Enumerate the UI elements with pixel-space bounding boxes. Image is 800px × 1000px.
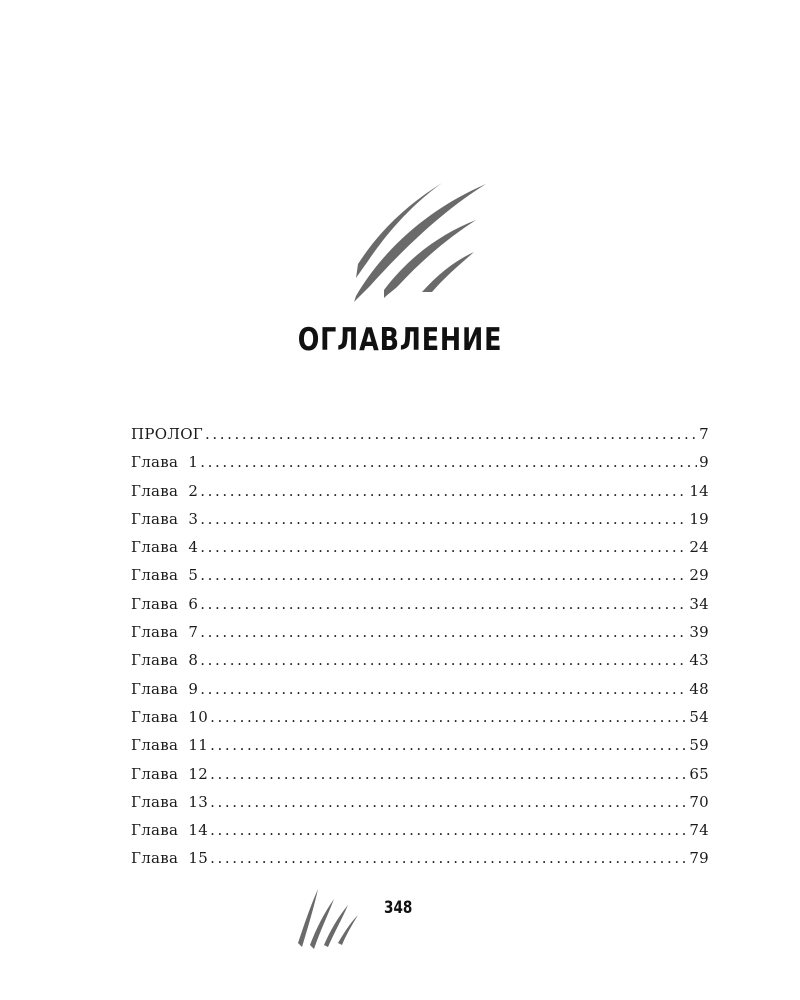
dot-leader (210, 765, 687, 783)
toc-entry-chapter-4[interactable] (131, 538, 709, 566)
toc-entry-page: 19 (689, 509, 709, 528)
toc-entry-page: 79 (689, 849, 709, 868)
dot-leader (200, 453, 697, 471)
toc-entry-label: Глава 3 (131, 509, 199, 528)
toc-entry-label: ПРОЛОГ (131, 425, 204, 443)
dot-leader (200, 651, 687, 669)
toc-entry-label: Глава 13 (131, 792, 209, 811)
toc-entry-label: Глава 8 (131, 651, 199, 670)
claw-marks-icon (292, 885, 362, 950)
page-title: ОГЛАВЛЕНИЕ (297, 322, 503, 358)
toc-entry-chapter-14[interactable] (131, 821, 709, 849)
toc-entry-page: 48 (689, 679, 709, 698)
dot-leader (200, 566, 687, 584)
page-number: 348 (384, 898, 413, 918)
toc-entry-label: Глава 6 (131, 594, 199, 613)
toc-entry-chapter-12[interactable] (131, 765, 709, 793)
claw-scratch-4 (422, 252, 474, 292)
toc-entry-page: 29 (689, 566, 709, 585)
dot-leader (200, 595, 687, 613)
toc-entry-chapter-15[interactable] (131, 849, 709, 877)
toc-entry-label: Глава 10 (131, 707, 209, 726)
toc-entry-label: Глава 7 (131, 623, 199, 642)
dot-leader (205, 425, 697, 443)
toc-entry-page: 14 (689, 481, 709, 500)
toc-entry-prologue[interactable] (131, 425, 709, 453)
toc-entry-page: 74 (689, 821, 709, 840)
dot-leader (200, 680, 687, 698)
dot-leader (210, 708, 687, 726)
toc-entry-chapter-10[interactable] (131, 708, 709, 736)
toc-entry-label: Глава 11 (131, 736, 209, 755)
toc-entry-chapter-5[interactable] (131, 566, 709, 594)
toc-entry-label: Глава 15 (131, 849, 209, 868)
toc-entry-chapter-6[interactable] (131, 595, 709, 623)
toc-entry-label: Глава 14 (131, 821, 209, 840)
toc-entry-page: 59 (689, 736, 709, 755)
toc-entry-page: 34 (689, 594, 709, 613)
toc-entry-label: Глава 1 (131, 453, 199, 472)
toc-entry-page: 9 (699, 453, 709, 472)
toc-entry-chapter-13[interactable] (131, 793, 709, 821)
dot-leader (200, 538, 687, 556)
toc-entry-page: 24 (689, 538, 709, 557)
toc-entry-chapter-8[interactable] (131, 651, 709, 679)
toc-entry-label: Глава 12 (131, 764, 209, 783)
claw-scratch-1 (356, 183, 442, 278)
toc-entry-page: 70 (689, 792, 709, 811)
toc-entry-chapter-9[interactable] (131, 680, 709, 708)
toc-entry-page: 39 (689, 623, 709, 642)
toc-entry-page: 65 (689, 764, 709, 783)
toc-entry-page: 7 (699, 425, 709, 443)
toc-entry-label: Глава 5 (131, 566, 199, 585)
toc-entry-label: Глава 2 (131, 481, 199, 500)
claw-marks-icon (340, 178, 500, 303)
toc-entry-chapter-11[interactable] (131, 736, 709, 764)
toc-entry-page: 43 (689, 651, 709, 670)
dot-leader (200, 482, 687, 500)
toc-entry-label: Глава 4 (131, 538, 199, 557)
toc-entry-chapter-3[interactable] (131, 510, 709, 538)
dot-leader (200, 510, 687, 528)
toc-entry-label: Глава 9 (131, 679, 199, 698)
toc-entry-chapter-2[interactable] (131, 482, 709, 510)
dot-leader (210, 793, 687, 811)
dot-leader (210, 736, 687, 754)
dot-leader (210, 849, 687, 867)
toc-entry-page: 54 (689, 707, 709, 726)
toc-entry-chapter-7[interactable] (131, 623, 709, 651)
toc-entry-chapter-1[interactable] (131, 453, 709, 481)
dot-leader (200, 623, 687, 641)
table-of-contents (131, 425, 709, 878)
dot-leader (210, 821, 687, 839)
